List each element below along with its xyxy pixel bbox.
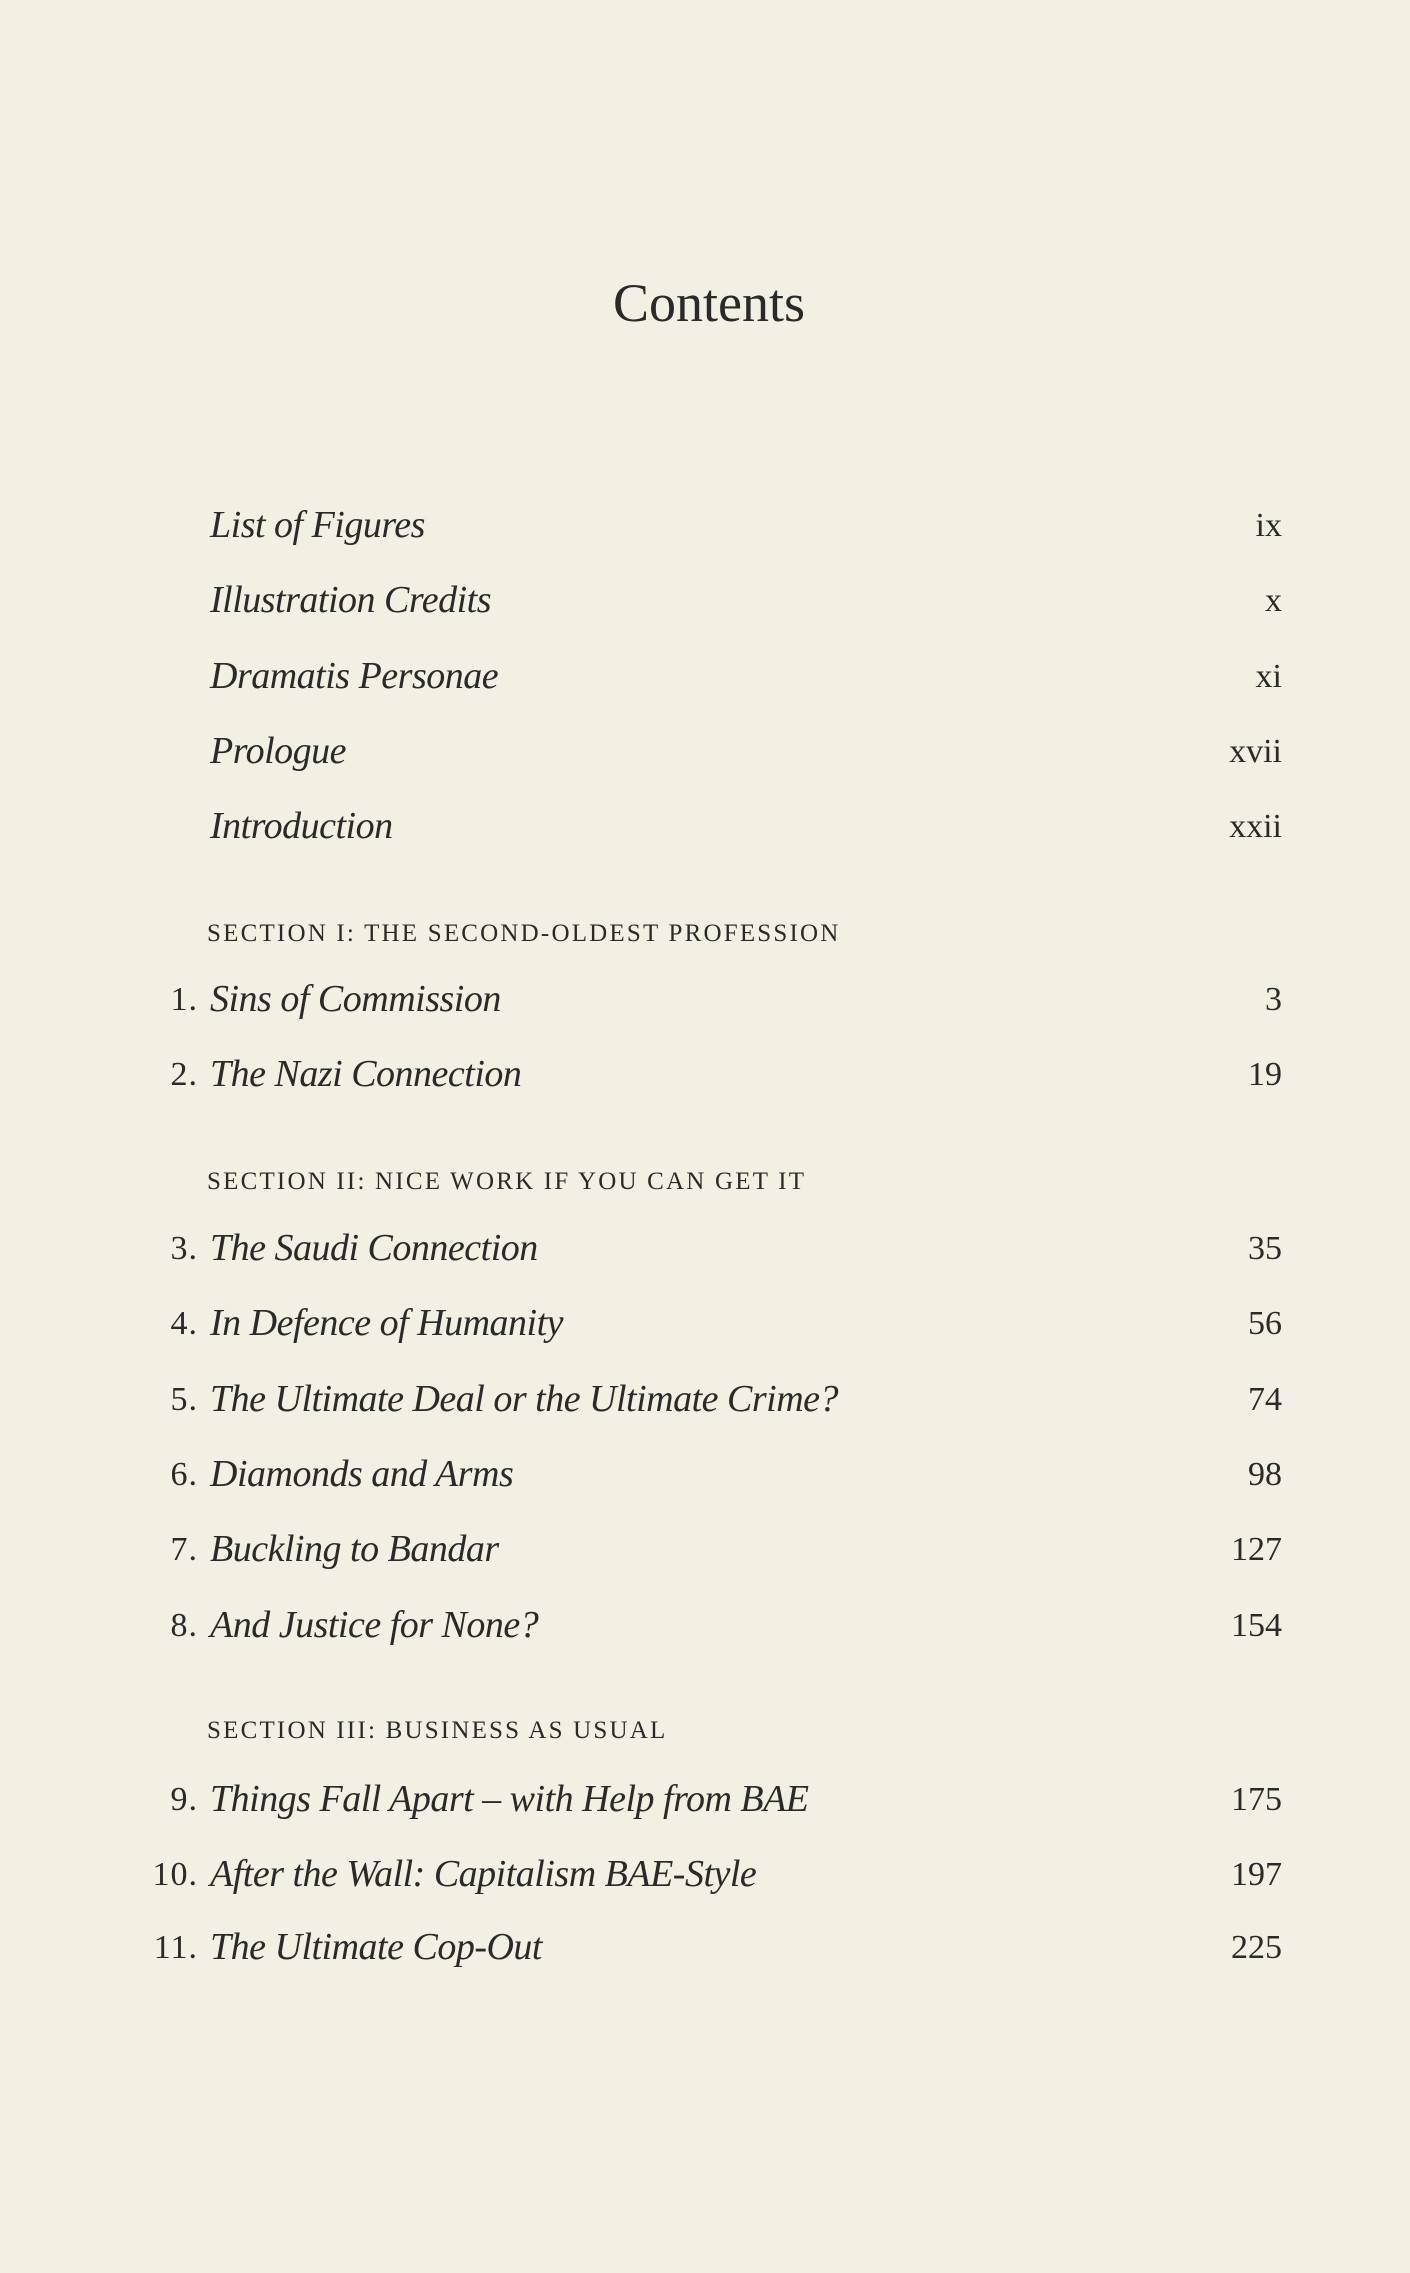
entry-title: And Justice for None? [210,1604,539,1646]
section-heading: SECTION II: NICE WORK IF YOU CAN GET IT [207,1168,807,1195]
chapter-number: 10. [152,1856,198,1893]
entry-page: 225 [1231,1929,1282,1966]
chapter-number: 4. [170,1305,198,1342]
section-heading: SECTION III: BUSINESS AS USUAL [207,1717,668,1744]
entry-page: 35 [1248,1230,1282,1267]
chapter-number: 7. [170,1531,198,1568]
entry-title: Sins of Commission [210,978,501,1020]
chapter-number: 2. [170,1056,198,1093]
chapter-number: 8. [170,1607,198,1644]
chapter-number: 3. [170,1230,198,1267]
entry-page: xvii [1229,733,1282,770]
chapter-number: 1. [170,981,198,1018]
toc-entry [0,1377,1410,1427]
entry-page: ix [1255,507,1282,544]
toc-entry [0,503,1410,553]
entry-page: 98 [1248,1456,1282,1493]
entry-page: 19 [1248,1056,1282,1093]
entry-title: The Nazi Connection [210,1053,522,1095]
entry-title: Diamonds and Arms [210,1453,514,1495]
entry-page: 3 [1265,981,1282,1018]
entry-page: x [1265,582,1282,619]
entry-title: Illustration Credits [210,579,492,621]
toc-entry [0,729,1410,779]
entry-title: Buckling to Bandar [210,1528,499,1570]
entry-page: xi [1255,658,1282,695]
toc-entry [0,654,1410,704]
entry-page: 154 [1231,1607,1282,1644]
entry-title: Things Fall Apart – with Help from BAE [210,1778,809,1820]
toc-entry [0,977,1410,1027]
toc-entry [0,804,1410,854]
entry-page: 74 [1248,1381,1282,1418]
entry-page: xxii [1229,808,1282,845]
toc-entry [0,1052,1410,1102]
chapter-number: 5. [170,1381,198,1418]
entry-title: Introduction [210,805,393,847]
entry-title: After the Wall: Capitalism BAE-Style [210,1853,757,1895]
entry-page: 56 [1248,1305,1282,1342]
entry-page: 175 [1231,1781,1282,1818]
entry-page: 197 [1231,1856,1282,1893]
chapter-number: 9. [170,1781,198,1818]
toc-entry [0,1226,1410,1276]
toc-entry [0,578,1410,628]
entry-title: Prologue [210,730,347,772]
entry-title: List of Figures [210,504,425,546]
toc-entry [0,1603,1410,1653]
toc-entry [0,1452,1410,1502]
entry-title: In Defence of Humanity [210,1302,564,1344]
entry-title: The Ultimate Deal or the Ultimate Crime? [210,1378,839,1420]
toc-entry [0,1852,1410,1902]
entry-title: The Ultimate Cop-Out [210,1926,542,1968]
entry-title: Dramatis Personae [210,655,499,697]
chapter-number: 6. [170,1456,198,1493]
toc-entry [0,1301,1410,1351]
chapter-number: 11. [153,1929,198,1966]
page-title: Contents [612,273,805,333]
section-heading: SECTION I: THE SECOND-OLDEST PROFESSION [207,920,841,947]
toc-entry [0,1527,1410,1577]
toc-entry [0,1925,1410,1975]
toc-entry [0,1777,1410,1827]
entry-page: 127 [1231,1531,1282,1568]
entry-title: The Saudi Connection [210,1227,538,1269]
